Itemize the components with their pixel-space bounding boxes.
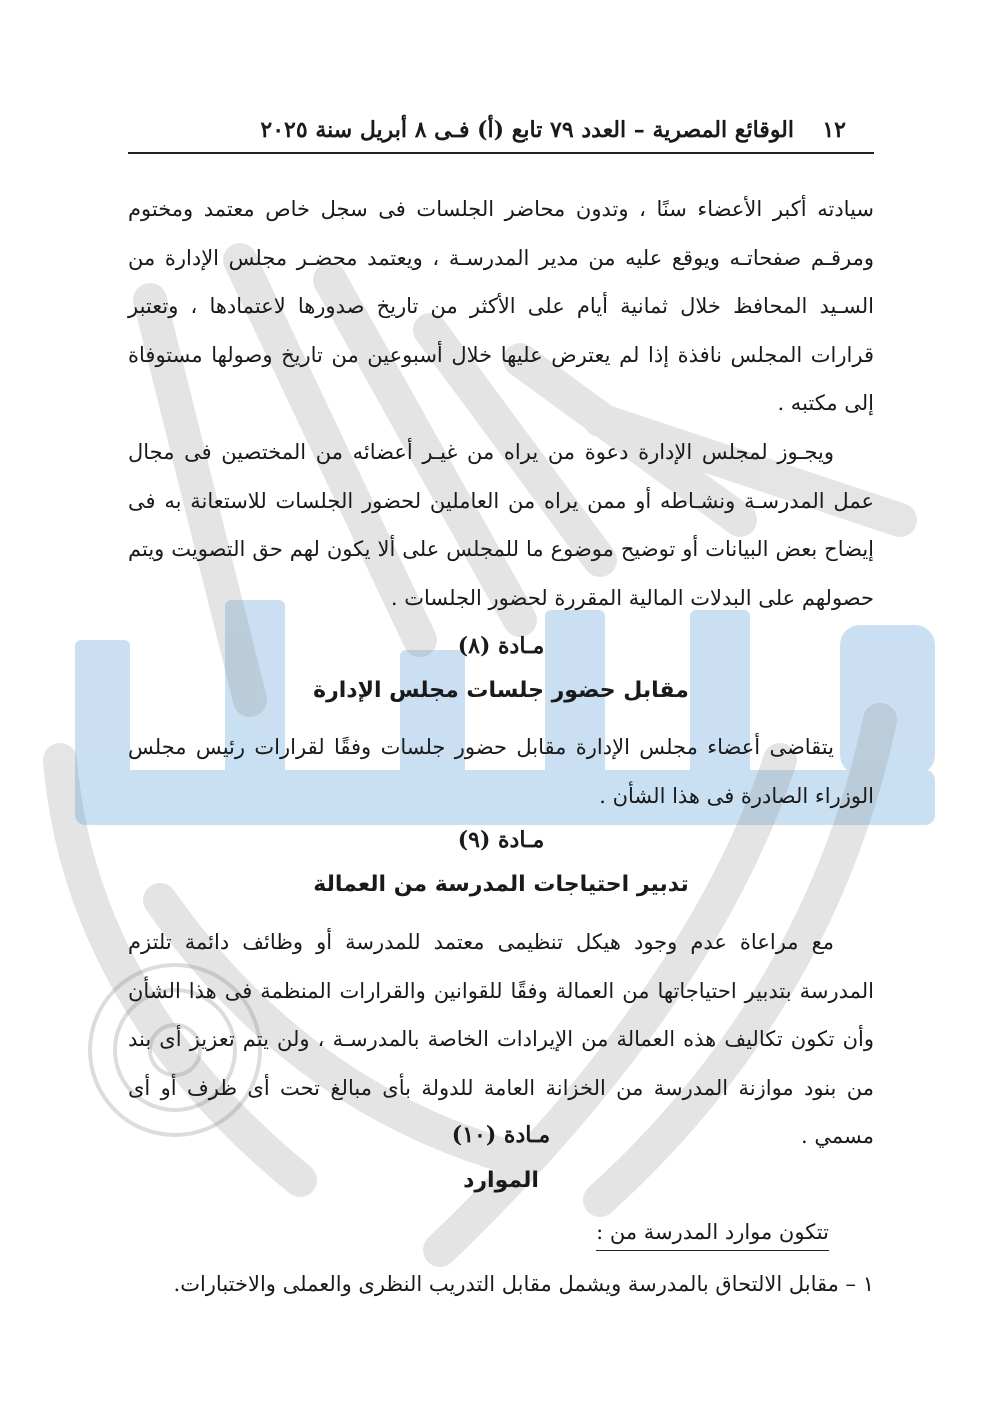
resources-intro: تتكون موارد المدرسة من : <box>596 1220 829 1251</box>
header-divider <box>128 152 874 154</box>
page-header <box>128 113 874 153</box>
article-10-title: الموارد <box>463 1168 539 1193</box>
list-item: ١ – مقابل الالتحاق بالمدرسة ويشمل مقابل التدريب النظرى والعملى والاختبارات. <box>173 1272 874 1296</box>
article-9-text: مع مراعاة عدم وجود هيكل تنظيمى معتمد للمدرسة أو وظائف دائمة تلتزم المدرسة بتدبير احتياجاتها من العمالة وفقًا للقوانين والقرارات المنظمة فى هذا الشأن وأن تكون تكاليف هذه العمالة من الإيرادات الخاصة بالمدرسـة ، ولن يتم تعزيز أى بند من بنود موازنة المدرسة من الخزانة العامة للدولة بأى مبالغ تحت أى ظرف أو أى مسمي . <box>128 930 874 1148</box>
paragraph-invitations: ويجـوز لمجلس الإدارة دعوة من يراه من غيـر أعضائه من المختصين فى مجال عمل المدرسـة ونشـاطه أو ممن يراه من العاملين لحضور الجلسات للاستعانة به فى إيضاح بعض البيانات أو توضيح موضوع ما للمجلس على ألا يكون لهم حق التصويت ويتم حصولهم على البدلات المالية المقررة لحضور الجلسات . <box>128 440 874 610</box>
gazette-title: الوقائع المصرية – العدد ٧٩ تابع (أ) فـى ٨ أبريل سنة ٢٠٢٥ <box>260 117 794 143</box>
document-page <box>128 0 874 1418</box>
page-number: ١٢ <box>822 117 846 143</box>
paragraph-sessions: سيادته أكبر الأعضاء سنًا ، وتدون محاضر الجلسات فى سجل خاص معتمد ومختوم ومرقـم صفحاتـه ويوقع عليه من مدير المدرسـة ، ويعتمد محضـر مجلس الإدارة من السـيد المحافظ خلال ثمانية أيام على الأكثر من تاريخ صدورها لاعتمادها ، وتعتبر قرارات المجلس نافذة إذا لم يعترض عليها خلال أسبوعين من تاريخ وصولها مستوفاة إلى مكتبه . <box>128 197 874 415</box>
article-8-text: يتقاضى أعضاء مجلس الإدارة مقابل حضور جلسات وفقًا لقرارات رئيس مجلس الوزراء الصادرة فى هذا الشأن . <box>128 735 874 808</box>
article-8-title: مقابل حضور جلسات مجلس الإدارة <box>313 678 689 703</box>
article-8-label: مـادة (٨) <box>457 633 545 659</box>
article-10-label: مـادة (١٠) <box>451 1122 551 1148</box>
article-9-label: مـادة (٩) <box>457 827 545 853</box>
article-9-title: تدبير احتياجات المدرسة من العمالة <box>313 872 689 897</box>
